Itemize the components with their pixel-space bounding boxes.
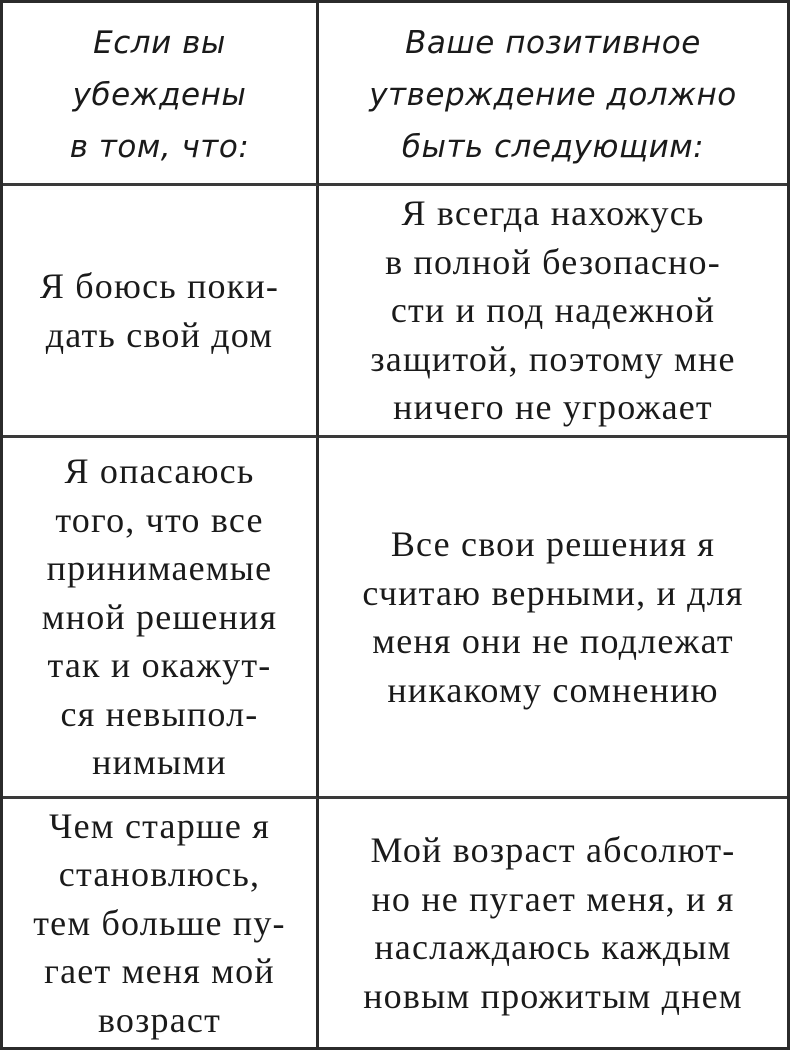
belief-line: мной решения (41, 596, 278, 637)
affirmation-cell (319, 186, 787, 438)
belief-line: принимаемые (46, 548, 273, 589)
affirmation-line: но не пугает меня, и я (371, 878, 735, 919)
affirmation-line: в полной безопасно- (385, 241, 721, 282)
belief-line: дать свой дом (45, 314, 274, 355)
affirmation-line: сти и под надежной (390, 290, 716, 331)
affirmation-line: Мой возраст абсолют- (370, 830, 736, 870)
header-affirmations-line: быть следующим: (401, 129, 705, 165)
belief-line: возраст (97, 999, 222, 1040)
header-affirmations-line: утверждение должно (369, 77, 737, 113)
header-beliefs-line: в том, что: (69, 129, 250, 165)
affirmation-cell (319, 438, 787, 799)
belief-cell (3, 438, 319, 799)
belief-line: гает меня мой (44, 951, 275, 992)
belief-line: тем больше пу- (33, 902, 286, 943)
belief-cell (3, 186, 319, 438)
affirmation-line: новым прожитым днем (363, 975, 743, 1016)
header-affirmations-line: Ваше позитивное (405, 25, 701, 61)
belief-line: ся невыпол- (60, 693, 259, 734)
affirmation-line: Все свои решения я (390, 524, 716, 564)
belief-cell (3, 799, 319, 1047)
header-beliefs-line: убеждены (72, 77, 247, 113)
belief-line: становлюсь, (58, 854, 261, 895)
header-beliefs (3, 3, 319, 186)
belief-line: так и окажут- (47, 645, 272, 686)
affirmation-line: ничего не угрожает (393, 387, 713, 428)
belief-line: Я опасаюсь (64, 451, 255, 492)
belief-line: того, что все (55, 499, 264, 540)
affirmation-line: никакому сомнению (387, 669, 719, 710)
header-beliefs-line: Если вы (93, 25, 226, 61)
belief-line: нимыми (92, 742, 227, 783)
affirmation-line: считаю верными, и для (362, 572, 744, 613)
affirmation-line: Я всегда нахожусь (401, 193, 705, 234)
affirmation-cell (319, 799, 787, 1047)
affirmation-line: защитой, поэтому мне (370, 338, 736, 379)
affirmation-line: меня они не подлежат (372, 621, 734, 661)
affirmation-line: наслаждаюсь каждым (374, 927, 732, 967)
belief-line: Чем старше я (49, 805, 270, 846)
header-affirmations (319, 3, 787, 186)
belief-line: Я боюсь поки- (39, 266, 280, 306)
